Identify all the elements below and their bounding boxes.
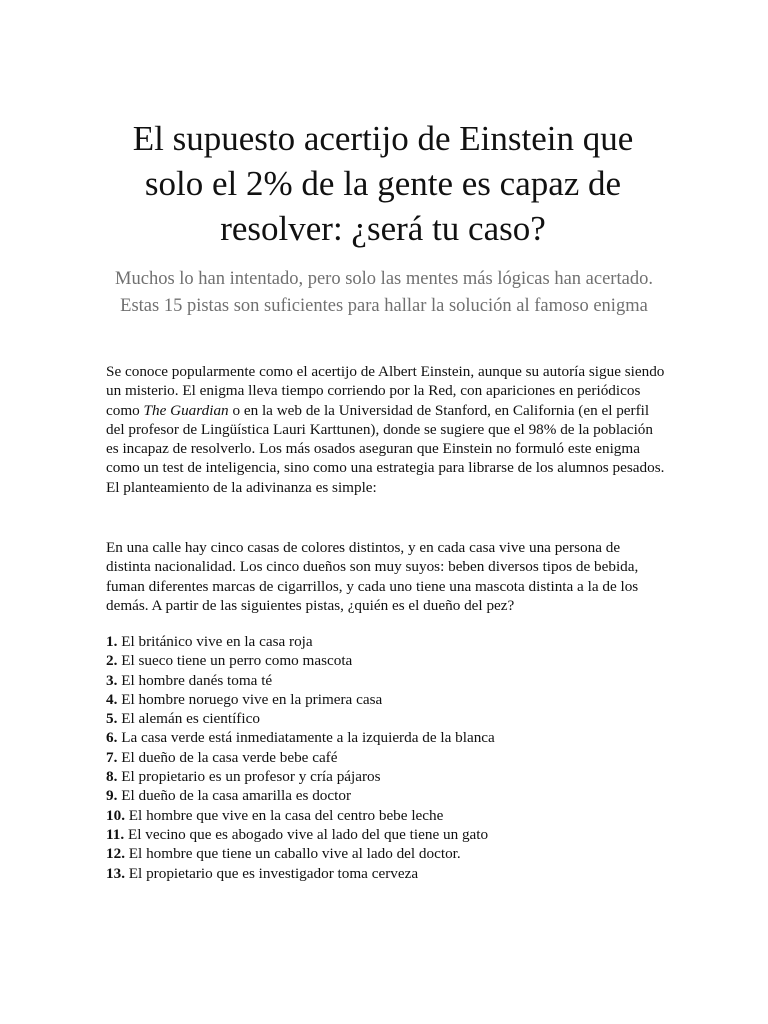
clue-number: 13.	[106, 864, 125, 882]
clue-number: 10.	[106, 806, 125, 824]
clue-text: El dueño de la casa verde bebe café	[117, 748, 338, 766]
clue-item	[106, 709, 666, 728]
clue-item	[106, 844, 666, 863]
clue-item	[106, 690, 666, 709]
riddle-paragraph: En una calle hay cinco casas de colores distintos, y en cada casa vive una persona de distinta nacionalidad. Los cinco dueños son muy suyos: beben diversos tipos de bebida, fuman diferentes marcas de cigarrillos, y cada uno tiene una mascota distinta a la de los demás. A partir de las siguientes pistas, ¿quién es el dueño del pez?	[106, 539, 639, 614]
article-subtitle: Muchos lo han intentado, pero solo las mentes más lógicas han acertado. Estas 15 pistas son suficientes para hallar la solución al famoso enigma	[115, 269, 653, 316]
clue-text: El vecino que es abogado vive al lado del que tiene un gato	[124, 825, 489, 843]
clue-item	[106, 748, 666, 767]
clue-number: 6.	[106, 729, 118, 747]
article-title: El supuesto acertijo de Einstein que solo el 2% de la gente es capaz de resolver: ¿será tu caso?	[132, 119, 634, 248]
clue-number: 11.	[106, 825, 125, 843]
clue-text: El propietario es un profesor y cría pájaros	[117, 768, 381, 786]
clue-item	[106, 728, 666, 747]
clue-number: 5.	[106, 710, 118, 728]
clue-item	[106, 806, 666, 825]
intro-paragraph	[106, 362, 666, 497]
clue-text: El hombre noruego vive en la primera casa	[117, 690, 383, 708]
clue-item	[106, 671, 666, 690]
clue-number: 7.	[106, 748, 118, 766]
intro-text-start: Se conoce popularmente como el acertijo de Albert Einstein, aunque su autoría sigue siendo un misterio. El enigma lleva tiempo corriendo por la Red, con apariciones en periódicos como	[106, 363, 665, 419]
clue-text: El propietario que es investigador toma cerveza	[124, 864, 419, 882]
clue-number: 4.	[106, 690, 118, 708]
clue-text: El hombre que vive en la casa del centro bebe leche	[124, 806, 444, 824]
clue-number: 8.	[106, 768, 118, 786]
clue-text: El dueño de la casa amarilla es doctor	[117, 787, 352, 805]
clue-item	[106, 767, 666, 786]
clue-text: El hombre danés toma té	[117, 671, 273, 689]
clue-item	[106, 786, 666, 805]
clue-item	[106, 825, 666, 844]
clue-number: 1.	[106, 633, 118, 650]
newspaper-name: The Guardian	[143, 401, 229, 419]
clue-text: La casa verde está inmediatamente a la izquierda de la blanca	[117, 729, 495, 747]
intro-text-end: o en la web de la Universidad de Stanford, en California (en el perfil del profesor de Lingüística Lauri Karttunen), donde se sugiere que el 98% de la población es incapaz de resolverlo. Los más osados aseguran que Einstein no formuló este enigma como un test de inteligencia, sino como una estrategia para librarse de los alumnos pesados. El planteamiento de la adivinanza es simple:	[106, 401, 665, 496]
clue-text: El hombre que tiene un caballo vive al lado del doctor.	[124, 845, 461, 863]
clue-number: 9.	[106, 787, 118, 805]
clue-text: El sueco tiene un perro como mascota	[117, 652, 353, 670]
clue-item	[106, 864, 666, 883]
clue-item	[106, 651, 666, 670]
clue-text: El alemán es científico	[117, 710, 260, 728]
clue-number: 2.	[106, 652, 118, 670]
clue-text: El británico vive en la casa roja	[117, 633, 313, 650]
clue-list	[106, 632, 666, 883]
clue-number: 12.	[106, 845, 125, 863]
clue-number: 3.	[106, 671, 118, 689]
clue-item	[106, 632, 666, 651]
